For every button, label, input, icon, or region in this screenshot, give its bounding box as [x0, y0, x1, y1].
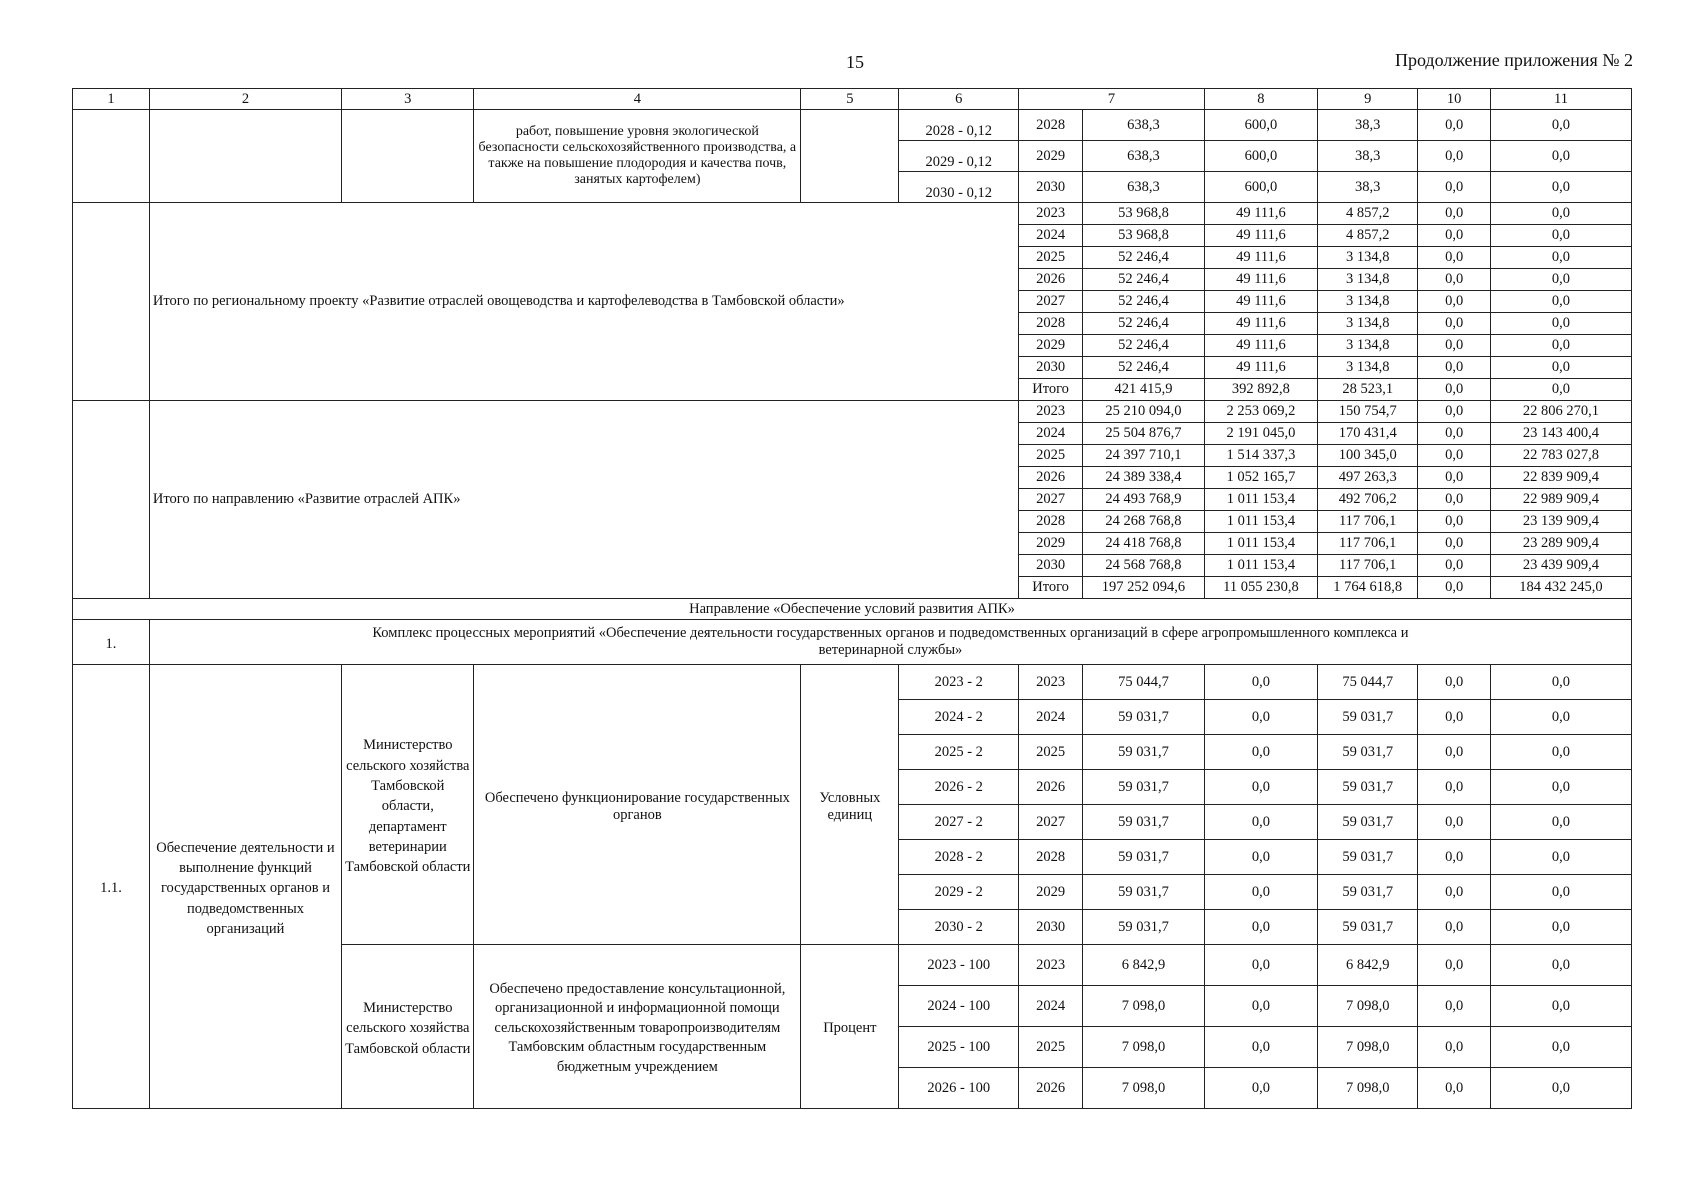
table-cell	[801, 110, 899, 203]
value-cell: 59 031,7	[1318, 910, 1418, 945]
result-cell: Обеспечено функционирование государственных органов	[474, 665, 801, 945]
value-cell: 38,3	[1318, 110, 1418, 141]
value-cell: 24 389 338,4	[1083, 467, 1205, 489]
value-cell: 100 345,0	[1318, 445, 1418, 467]
value-cell: 0,0	[1418, 1068, 1491, 1109]
target-cell: 2025 - 2	[899, 735, 1019, 770]
value-cell: 0,0	[1490, 203, 1631, 225]
result-description: работ, повышение уровня экологической безопасности сельскохозяйственного производства, а также на повышение плодородия и качества почв, занятых картофелем)	[474, 110, 801, 203]
year-cell: 2025	[1019, 735, 1083, 770]
value-cell: 22 806 270,1	[1490, 401, 1631, 423]
value-cell: 0,0	[1418, 423, 1491, 445]
value-cell: 0,0	[1490, 840, 1631, 875]
value-cell: 0,0	[1418, 577, 1491, 599]
value-cell: 28 523,1	[1318, 379, 1418, 401]
column-header: 8	[1204, 89, 1317, 110]
value-cell: 53 968,8	[1083, 225, 1205, 247]
target-cell: 2029 - 0,12	[899, 141, 1019, 172]
table-row	[73, 665, 1632, 700]
year-cell: 2026	[1019, 269, 1083, 291]
year-cell: 2025	[1019, 445, 1083, 467]
value-cell: 0,0	[1490, 313, 1631, 335]
year-cell: 2023	[1019, 665, 1083, 700]
value-cell: 0,0	[1490, 735, 1631, 770]
value-cell: 49 111,6	[1204, 247, 1317, 269]
year-cell: 2025	[1019, 1027, 1083, 1068]
item-number: 1.1.	[73, 665, 150, 1109]
value-cell: 59 031,7	[1083, 875, 1205, 910]
value-cell: 25 504 876,7	[1083, 423, 1205, 445]
year-cell: 2029	[1019, 141, 1083, 172]
year-cell: 2029	[1019, 335, 1083, 357]
value-cell: 49 111,6	[1204, 203, 1317, 225]
value-cell: 0,0	[1418, 1027, 1491, 1068]
value-cell: 0,0	[1490, 225, 1631, 247]
executor-cell: Министерство сельского хозяйства Тамбовской области, департамент ветеринарии Тамбовской области	[342, 665, 474, 945]
value-cell: 0,0	[1490, 1027, 1631, 1068]
value-cell: 22 783 027,8	[1490, 445, 1631, 467]
value-cell: 0,0	[1204, 986, 1317, 1027]
value-cell: 49 111,6	[1204, 313, 1317, 335]
value-cell: 0,0	[1418, 247, 1491, 269]
target-cell: 2030 - 0,12	[899, 172, 1019, 203]
table-cell	[73, 203, 150, 401]
value-cell: 52 246,4	[1083, 357, 1205, 379]
value-cell: 7 098,0	[1083, 1068, 1205, 1109]
year-cell: 2030	[1019, 555, 1083, 577]
value-cell: 49 111,6	[1204, 269, 1317, 291]
value-cell: 0,0	[1418, 945, 1491, 986]
value-cell: 7 098,0	[1083, 1027, 1205, 1068]
year-cell: 2023	[1019, 945, 1083, 986]
value-cell: 0,0	[1418, 357, 1491, 379]
column-header: 4	[474, 89, 801, 110]
table-row	[73, 599, 1632, 620]
value-cell: 6 842,9	[1318, 945, 1418, 986]
value-cell: 117 706,1	[1318, 555, 1418, 577]
value-cell: 11 055 230,8	[1204, 577, 1317, 599]
total-project-label: Итого по региональному проекту «Развитие отраслей овощеводства и картофелеводства в Тамбовской области»	[149, 203, 1018, 401]
value-cell: 24 493 768,9	[1083, 489, 1205, 511]
value-cell: 59 031,7	[1318, 770, 1418, 805]
value-cell: 59 031,7	[1318, 735, 1418, 770]
target-cell: 2023 - 2	[899, 665, 1019, 700]
value-cell: 38,3	[1318, 172, 1418, 203]
value-cell: 0,0	[1490, 770, 1631, 805]
value-cell: 0,0	[1490, 357, 1631, 379]
value-cell: 49 111,6	[1204, 357, 1317, 379]
value-cell: 23 289 909,4	[1490, 533, 1631, 555]
item-name: Обеспечение деятельности и выполнение функций государственных органов и подведомственных организаций	[149, 665, 341, 1109]
value-cell: 1 011 153,4	[1204, 533, 1317, 555]
year-cell: 2030	[1019, 357, 1083, 379]
value-cell: 0,0	[1418, 805, 1491, 840]
value-cell: 0,0	[1490, 247, 1631, 269]
value-cell: 1 011 153,4	[1204, 555, 1317, 577]
value-cell: 0,0	[1490, 945, 1631, 986]
value-cell: 0,0	[1204, 805, 1317, 840]
value-cell: 117 706,1	[1318, 511, 1418, 533]
value-cell: 7 098,0	[1318, 1027, 1418, 1068]
complex-number: 1.	[73, 620, 150, 665]
table-row	[73, 89, 1632, 110]
value-cell: 1 514 337,3	[1204, 445, 1317, 467]
executor-cell: Министерство сельского хозяйства Тамбовской области	[342, 945, 474, 1109]
value-cell: 0,0	[1418, 141, 1491, 172]
target-cell: 2026 - 100	[899, 1068, 1019, 1109]
value-cell: 150 754,7	[1318, 401, 1418, 423]
year-cell: 2024	[1019, 700, 1083, 735]
value-cell: 24 568 768,8	[1083, 555, 1205, 577]
year-cell: 2026	[1019, 467, 1083, 489]
value-cell: 0,0	[1204, 735, 1317, 770]
value-cell: 0,0	[1418, 203, 1491, 225]
value-cell: 53 968,8	[1083, 203, 1205, 225]
value-cell: 3 134,8	[1318, 357, 1418, 379]
table-row	[73, 110, 1632, 141]
value-cell: 0,0	[1418, 555, 1491, 577]
value-cell: 52 246,4	[1083, 313, 1205, 335]
year-cell: 2026	[1019, 770, 1083, 805]
column-header: 1	[73, 89, 150, 110]
value-cell: 59 031,7	[1083, 700, 1205, 735]
year-cell: 2025	[1019, 247, 1083, 269]
target-cell: 2030 - 2	[899, 910, 1019, 945]
value-cell: 0,0	[1418, 225, 1491, 247]
value-cell: 0,0	[1418, 489, 1491, 511]
value-cell: 184 432 245,0	[1490, 577, 1631, 599]
value-cell: 0,0	[1418, 770, 1491, 805]
value-cell: 3 134,8	[1318, 313, 1418, 335]
target-cell: 2024 - 100	[899, 986, 1019, 1027]
appendix-table	[72, 88, 1632, 1109]
value-cell: 0,0	[1418, 875, 1491, 910]
value-cell: 59 031,7	[1318, 805, 1418, 840]
value-cell: 59 031,7	[1083, 805, 1205, 840]
column-header: 10	[1418, 89, 1491, 110]
value-cell: 52 246,4	[1083, 335, 1205, 357]
value-cell: 0,0	[1204, 945, 1317, 986]
target-cell: 2025 - 100	[899, 1027, 1019, 1068]
result-cell: Обеспечено предоставление консультационной, организационной и информационной помощи сельскохозяйственным товаропроизводителям Тамбовским областным государственным бюджетным учреждением	[474, 945, 801, 1109]
value-cell: 0,0	[1418, 735, 1491, 770]
table-row	[73, 401, 1632, 423]
value-cell: 2 191 045,0	[1204, 423, 1317, 445]
year-cell: 2028	[1019, 110, 1083, 141]
value-cell: 0,0	[1418, 986, 1491, 1027]
value-cell: 49 111,6	[1204, 291, 1317, 313]
table-cell	[342, 110, 474, 203]
value-cell: 600,0	[1204, 110, 1317, 141]
value-cell: 0,0	[1418, 172, 1491, 203]
value-cell: 170 431,4	[1318, 423, 1418, 445]
value-cell: 59 031,7	[1083, 770, 1205, 805]
value-cell: 1 011 153,4	[1204, 511, 1317, 533]
value-cell: 0,0	[1418, 910, 1491, 945]
target-cell: 2029 - 2	[899, 875, 1019, 910]
value-cell: 638,3	[1083, 141, 1205, 172]
value-cell: 59 031,7	[1318, 700, 1418, 735]
value-cell: 52 246,4	[1083, 291, 1205, 313]
column-header: 11	[1490, 89, 1631, 110]
column-header: 5	[801, 89, 899, 110]
value-cell: 638,3	[1083, 110, 1205, 141]
year-cell: 2027	[1019, 805, 1083, 840]
table-body	[73, 89, 1632, 1109]
year-cell: 2024	[1019, 986, 1083, 1027]
value-cell: 600,0	[1204, 141, 1317, 172]
value-cell: 600,0	[1204, 172, 1317, 203]
value-cell: 6 842,9	[1083, 945, 1205, 986]
value-cell: 0,0	[1418, 379, 1491, 401]
unit-cell: Процент	[801, 945, 899, 1109]
value-cell: 0,0	[1490, 269, 1631, 291]
value-cell: 0,0	[1204, 1027, 1317, 1068]
direction-heading: Направление «Обеспечение условий развития АПК»	[73, 599, 1632, 620]
continuation-label: Продолжение приложения № 2	[1394, 50, 1633, 70]
value-cell: 421 415,9	[1083, 379, 1205, 401]
year-cell: 2030	[1019, 910, 1083, 945]
value-cell: 392 892,8	[1204, 379, 1317, 401]
value-cell: 23 439 909,4	[1490, 555, 1631, 577]
value-cell: 59 031,7	[1318, 840, 1418, 875]
value-cell: 3 134,8	[1318, 247, 1418, 269]
value-cell: 0,0	[1490, 910, 1631, 945]
value-cell: 59 031,7	[1083, 910, 1205, 945]
value-cell: 0,0	[1204, 700, 1317, 735]
value-cell: 0,0	[1204, 910, 1317, 945]
value-cell: 4 857,2	[1318, 225, 1418, 247]
year-cell: 2027	[1019, 291, 1083, 313]
value-cell: 0,0	[1490, 875, 1631, 910]
table-row	[73, 203, 1632, 225]
value-cell: 197 252 094,6	[1083, 577, 1205, 599]
value-cell: 0,0	[1418, 110, 1491, 141]
value-cell: 0,0	[1490, 986, 1631, 1027]
page-number: 15	[846, 52, 864, 72]
value-cell: 22 839 909,4	[1490, 467, 1631, 489]
value-cell: 0,0	[1418, 269, 1491, 291]
year-cell: 2026	[1019, 1068, 1083, 1109]
value-cell: 0,0	[1204, 1068, 1317, 1109]
value-cell: 3 134,8	[1318, 335, 1418, 357]
value-cell: 23 143 400,4	[1490, 423, 1631, 445]
value-cell: 25 210 094,0	[1083, 401, 1205, 423]
value-cell: 75 044,7	[1083, 665, 1205, 700]
year-cell: 2027	[1019, 489, 1083, 511]
value-cell: 0,0	[1418, 700, 1491, 735]
value-cell: 0,0	[1418, 335, 1491, 357]
value-cell: 7 098,0	[1318, 986, 1418, 1027]
year-cell: 2024	[1019, 225, 1083, 247]
value-cell: 0,0	[1204, 665, 1317, 700]
value-cell: 24 397 710,1	[1083, 445, 1205, 467]
value-cell: 38,3	[1318, 141, 1418, 172]
target-cell: 2027 - 2	[899, 805, 1019, 840]
year-cell: Итого	[1019, 577, 1083, 599]
value-cell: 638,3	[1083, 172, 1205, 203]
table-cell	[149, 110, 341, 203]
value-cell: 2 253 069,2	[1204, 401, 1317, 423]
column-header: 9	[1318, 89, 1418, 110]
value-cell: 0,0	[1418, 313, 1491, 335]
value-cell: 59 031,7	[1318, 875, 1418, 910]
table-cell	[73, 110, 150, 203]
year-cell: 2029	[1019, 875, 1083, 910]
year-cell: 2023	[1019, 401, 1083, 423]
value-cell: 1 052 165,7	[1204, 467, 1317, 489]
value-cell: 0,0	[1490, 172, 1631, 203]
year-cell: 2028	[1019, 511, 1083, 533]
value-cell: 0,0	[1490, 141, 1631, 172]
complex-title: Комплекс процессных мероприятий «Обеспечение деятельности государственных органов и подведомственных организаций в сфере агропромышленного комплекса и ветеринарной службы»	[149, 620, 1631, 665]
value-cell: 0,0	[1418, 467, 1491, 489]
target-cell: 2026 - 2	[899, 770, 1019, 805]
value-cell: 49 111,6	[1204, 225, 1317, 247]
column-header: 6	[899, 89, 1019, 110]
value-cell: 0,0	[1418, 665, 1491, 700]
value-cell: 0,0	[1418, 511, 1491, 533]
value-cell: 52 246,4	[1083, 269, 1205, 291]
value-cell: 3 134,8	[1318, 291, 1418, 313]
value-cell: 24 268 768,8	[1083, 511, 1205, 533]
value-cell: 0,0	[1204, 875, 1317, 910]
value-cell: 0,0	[1418, 840, 1491, 875]
target-cell: 2028 - 2	[899, 840, 1019, 875]
value-cell: 497 263,3	[1318, 467, 1418, 489]
value-cell: 52 246,4	[1083, 247, 1205, 269]
value-cell: 0,0	[1490, 665, 1631, 700]
value-cell: 23 139 909,4	[1490, 511, 1631, 533]
column-header: 3	[342, 89, 474, 110]
year-cell: 2030	[1019, 172, 1083, 203]
value-cell: 0,0	[1490, 379, 1631, 401]
value-cell: 0,0	[1418, 445, 1491, 467]
table-cell	[73, 401, 150, 599]
value-cell: 7 098,0	[1318, 1068, 1418, 1109]
value-cell: 0,0	[1490, 335, 1631, 357]
unit-cell: Условных единиц	[801, 665, 899, 945]
value-cell: 59 031,7	[1083, 735, 1205, 770]
value-cell: 0,0	[1418, 291, 1491, 313]
year-cell: Итого	[1019, 379, 1083, 401]
value-cell: 7 098,0	[1083, 986, 1205, 1027]
value-cell: 24 418 768,8	[1083, 533, 1205, 555]
value-cell: 4 857,2	[1318, 203, 1418, 225]
value-cell: 0,0	[1204, 840, 1317, 875]
value-cell: 0,0	[1490, 291, 1631, 313]
value-cell: 0,0	[1418, 533, 1491, 555]
target-cell: 2023 - 100	[899, 945, 1019, 986]
year-cell: 2023	[1019, 203, 1083, 225]
target-cell: 2024 - 2	[899, 700, 1019, 735]
table-row	[73, 620, 1632, 665]
value-cell: 75 044,7	[1318, 665, 1418, 700]
value-cell: 0,0	[1204, 770, 1317, 805]
value-cell: 0,0	[1490, 700, 1631, 735]
value-cell: 1 764 618,8	[1318, 577, 1418, 599]
value-cell: 492 706,2	[1318, 489, 1418, 511]
value-cell: 0,0	[1490, 110, 1631, 141]
year-cell: 2024	[1019, 423, 1083, 445]
year-cell: 2028	[1019, 840, 1083, 875]
column-header: 2	[149, 89, 341, 110]
value-cell: 49 111,6	[1204, 335, 1317, 357]
value-cell: 1 011 153,4	[1204, 489, 1317, 511]
year-cell: 2028	[1019, 313, 1083, 335]
value-cell: 0,0	[1490, 805, 1631, 840]
value-cell: 117 706,1	[1318, 533, 1418, 555]
year-cell: 2029	[1019, 533, 1083, 555]
value-cell: 59 031,7	[1083, 840, 1205, 875]
value-cell: 3 134,8	[1318, 269, 1418, 291]
value-cell: 0,0	[1418, 401, 1491, 423]
value-cell: 0,0	[1490, 1068, 1631, 1109]
total-direction-label: Итого по направлению «Развитие отраслей АПК»	[149, 401, 1018, 599]
column-header: 7	[1019, 89, 1205, 110]
value-cell: 22 989 909,4	[1490, 489, 1631, 511]
target-cell: 2028 - 0,12	[899, 110, 1019, 141]
